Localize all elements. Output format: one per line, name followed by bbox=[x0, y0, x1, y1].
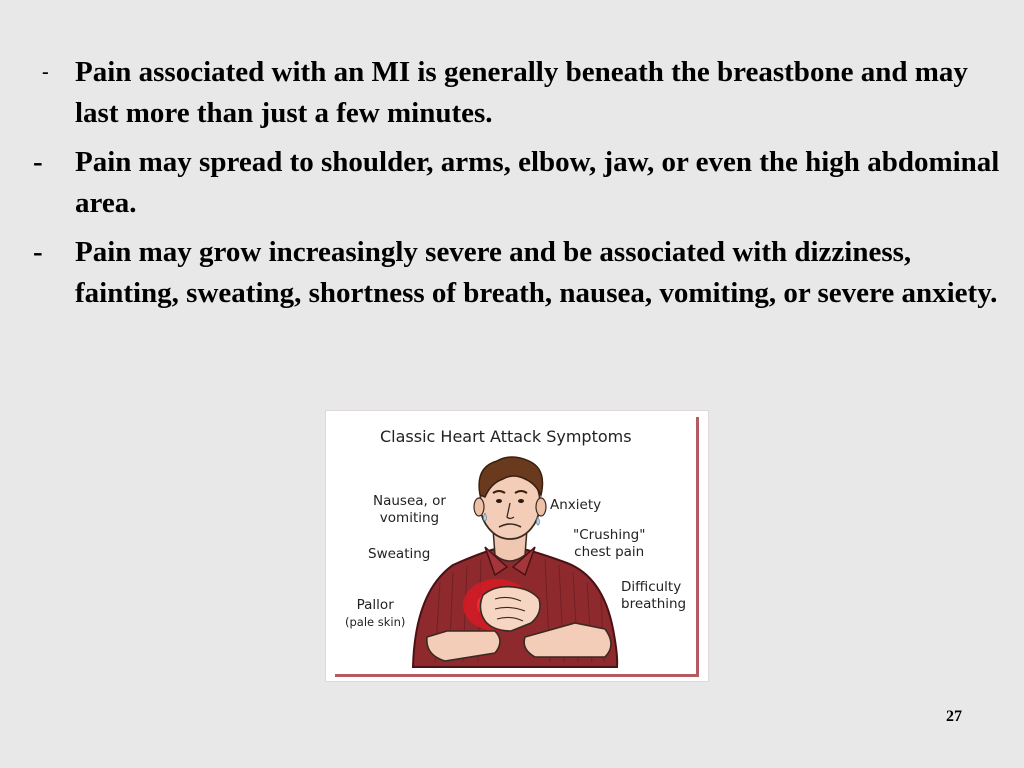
bullet-item bbox=[0, 142, 1010, 224]
label-nausea-line1: Nausea, or bbox=[373, 493, 446, 509]
label-crushing-line2: chest pain bbox=[574, 544, 645, 560]
bullet-marker: - bbox=[42, 61, 49, 83]
label-difficulty-breathing bbox=[621, 579, 686, 613]
label-nausea-line2: vomiting bbox=[379, 510, 440, 526]
figure-border bbox=[335, 417, 699, 677]
bullet-marker: - bbox=[33, 236, 43, 268]
heart-attack-figure bbox=[325, 410, 709, 682]
label-sweating: Sweating bbox=[368, 546, 431, 562]
label-pallor bbox=[345, 597, 405, 631]
bullet-text: Pain may spread to shoulder, arms, elbow, jaw, or even the high abdominal area. bbox=[75, 146, 1000, 219]
label-difficulty-line1: Difficulty bbox=[621, 579, 682, 595]
label-crushing-line1: "Crushing" bbox=[573, 527, 646, 543]
page-number: 27 bbox=[946, 708, 962, 725]
bullet-item bbox=[0, 52, 1010, 134]
bullet-list bbox=[0, 52, 1010, 322]
label-pallor-sub: (pale skin) bbox=[345, 615, 406, 629]
label-difficulty-line2: breathing bbox=[621, 596, 687, 612]
figure-title: Classic Heart Attack Symptoms bbox=[380, 427, 632, 446]
label-nausea bbox=[373, 493, 446, 527]
label-pallor-line1: Pallor bbox=[356, 597, 394, 613]
bullet-text: Pain associated with an MI is generally beneath the breastbone and may last more than just a few minutes. bbox=[75, 56, 968, 129]
bullet-marker: - bbox=[33, 146, 43, 178]
bullet-text: Pain may grow increasingly severe and be associated with dizziness, fainting, sweating, shortness of breath, nausea, vomiting, or severe anxiety. bbox=[75, 236, 998, 309]
label-crushing-chest-pain bbox=[573, 527, 645, 561]
label-anxiety: Anxiety bbox=[550, 497, 602, 513]
bullet-item bbox=[0, 232, 1010, 314]
